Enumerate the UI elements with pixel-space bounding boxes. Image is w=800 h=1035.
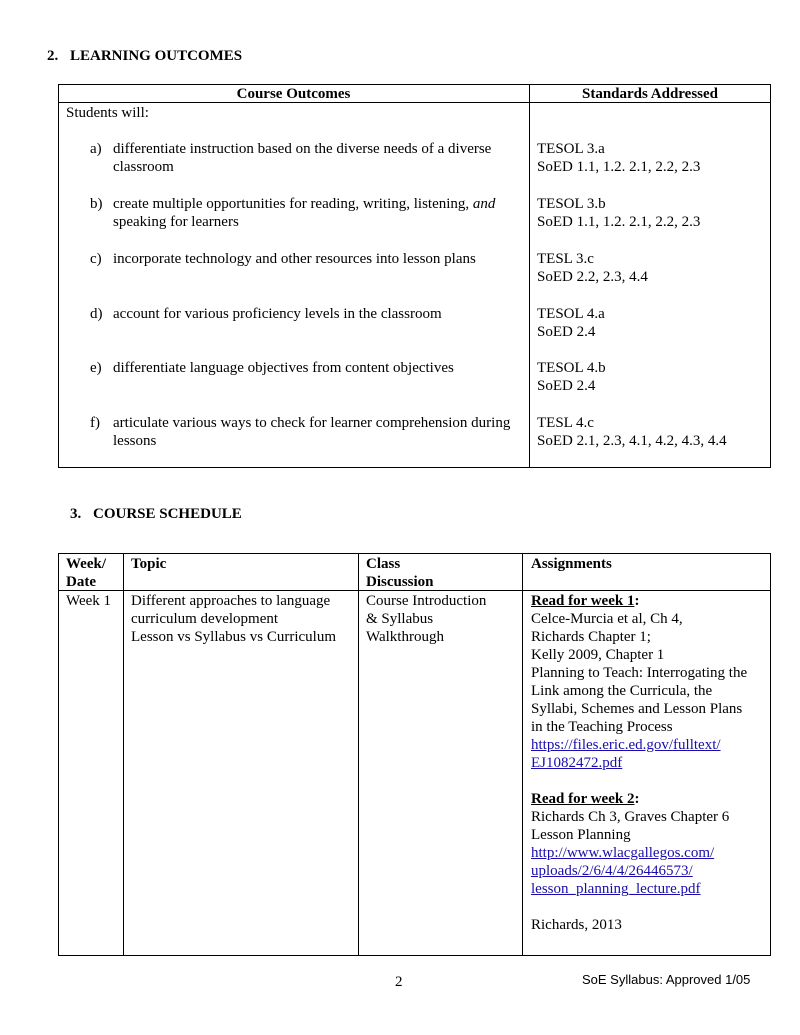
- lesson-planning-link[interactable]: [531, 844, 767, 898]
- outcome-letter: a): [90, 141, 102, 157]
- footer-note: SoE Syllabus: Approved 1/05: [582, 972, 751, 987]
- assignment-line: Richards Ch 3, Graves Chapter 6: [531, 809, 730, 825]
- class-line: & Syllabus: [366, 611, 434, 627]
- assignments-cell: [531, 592, 767, 934]
- header-discussion: Discussion: [366, 574, 434, 590]
- outcome-letter: b): [90, 196, 103, 212]
- outcome-text: account for various proficiency levels in the classroom: [113, 306, 442, 322]
- outcome-text: incorporate technology and other resources into lesson plans: [113, 251, 476, 267]
- class-line: Course Introduction: [366, 593, 487, 609]
- assignment-line: Richards, 2013: [531, 917, 622, 933]
- read-week-2-label: Read for week 2: [531, 791, 635, 807]
- assignment-line: Kelly 2009, Chapter 1: [531, 647, 665, 663]
- outcome-text-part: create multiple opportunities for reading, writing, listening,: [113, 196, 473, 212]
- read-week-1-heading: Read for week 1:: [531, 593, 640, 609]
- assignment-line: Syllabi, Schemes and Lesson Plans: [531, 701, 743, 717]
- topic-line: Lesson vs Syllabus vs Curriculum: [131, 629, 336, 645]
- outcome-letter: e): [90, 360, 102, 376]
- standard-item-d: [537, 305, 767, 341]
- header-assignments: Assignments: [531, 556, 612, 572]
- outcome-text-emphasis: and: [472, 196, 496, 212]
- outcome-letter: f): [90, 415, 100, 431]
- standards-col-header: Standards Addressed: [581, 86, 719, 102]
- header-week-date: [66, 555, 106, 591]
- standard-soed: SoED 1.1, 1.2. 2.1, 2.2, 2.3: [537, 159, 701, 175]
- standard-tesol: TESOL 4.a: [537, 306, 605, 322]
- outcome-text: [113, 195, 523, 231]
- section-2-number: 2.: [47, 48, 59, 64]
- header-week: Week/: [66, 556, 106, 572]
- standard-tesol: TESOL 3.a: [537, 141, 605, 157]
- eric-link-line[interactable]: EJ1082472.pdf: [531, 755, 623, 771]
- standard-tesl: TESL 4.c: [537, 415, 594, 431]
- page-number: 2: [395, 974, 403, 990]
- outcome-text: differentiate language objectives from content objectives: [113, 360, 454, 376]
- assignment-line: Richards Chapter 1;: [531, 629, 651, 645]
- assignment-line: Link among the Curricula, the: [531, 683, 713, 699]
- standard-soed: SoED 2.4: [537, 378, 596, 394]
- standard-item-c: [537, 250, 767, 286]
- class-line: Walkthrough: [366, 629, 444, 645]
- topic-line: curriculum development: [131, 611, 279, 627]
- assignment-line: Lesson Planning: [531, 827, 631, 843]
- lesson-planning-link-line[interactable]: lesson_planning_lecture.pdf: [531, 881, 701, 897]
- section-3-heading: [70, 506, 242, 523]
- header-class-discussion: [366, 555, 434, 591]
- standard-tesol: TESOL 4.b: [537, 360, 606, 376]
- standard-soed: SoED 2.1, 2.3, 4.1, 4.2, 4.3, 4.4: [537, 433, 727, 449]
- standard-item-f: [537, 414, 767, 450]
- section-3-title: COURSE SCHEDULE: [93, 506, 242, 522]
- assignment-line: in the Teaching Process: [531, 719, 673, 735]
- header-class: Class: [366, 556, 401, 572]
- standard-soed: SoED 2.4: [537, 324, 596, 340]
- outcome-text: differentiate instruction based on the diverse needs of a diverse classroom: [113, 141, 492, 175]
- outcomes-intro: Students will:: [66, 105, 149, 121]
- eric-link[interactable]: [531, 736, 767, 772]
- standard-soed: SoED 2.2, 2.3, 4.4: [537, 269, 648, 285]
- standard-tesl: TESL 3.c: [537, 251, 594, 267]
- outcome-text-part: speaking for learners: [113, 214, 239, 230]
- read-week-1-label: Read for week 1: [531, 593, 635, 609]
- standard-item-a: [537, 140, 767, 176]
- topic-cell: [131, 592, 356, 646]
- assignment-line: Planning to Teach: Interrogating the: [531, 665, 748, 681]
- standard-soed: SoED 1.1, 1.2. 2.1, 2.2, 2.3: [537, 214, 701, 230]
- standard-item-b: [537, 195, 767, 231]
- assignment-line: Celce-Murcia et al, Ch 4,: [531, 611, 683, 627]
- class-discussion-cell: [366, 592, 520, 646]
- outcome-letter: d): [90, 306, 103, 322]
- standard-tesol: TESOL 3.b: [537, 196, 606, 212]
- topic-line: Different approaches to language: [131, 593, 331, 609]
- outcome-text: articulate various ways to check for learner comprehension during lessons: [113, 415, 511, 449]
- section-2-heading: [47, 48, 242, 65]
- week-cell: Week 1: [66, 593, 112, 609]
- outcome-letter: c): [90, 251, 102, 267]
- outcomes-col-header: Course Outcomes: [236, 86, 351, 102]
- standard-item-e: [537, 359, 767, 395]
- lesson-planning-link-line[interactable]: http://www.wlacgallegos.com/: [531, 845, 715, 861]
- lesson-planning-link-line[interactable]: uploads/2/6/4/4/26446573/: [531, 863, 693, 879]
- eric-link-line[interactable]: https://files.eric.ed.gov/fulltext/: [531, 737, 721, 753]
- read-week-2-heading: Read for week 2:: [531, 791, 640, 807]
- header-date: Date: [66, 574, 96, 590]
- section-2-title: LEARNING OUTCOMES: [70, 48, 243, 64]
- header-topic: Topic: [131, 556, 167, 572]
- section-3-number: 3.: [70, 506, 82, 522]
